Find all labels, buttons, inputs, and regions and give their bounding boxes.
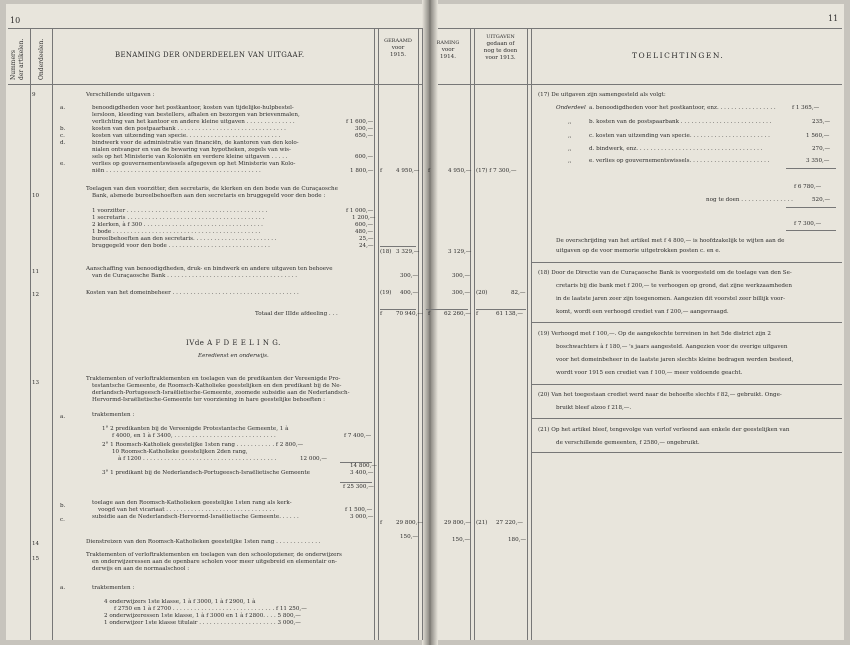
section-subtitle: Eeredienst en onderwijs. — [198, 353, 269, 359]
header-geraamd-line: GERAAMD — [384, 38, 412, 44]
uitgaven-value: 82,— — [511, 290, 526, 296]
col-line — [474, 28, 475, 640]
description-line: à f 1200 . . . . . . . . . . . . . . . . . . . . . . . . . . . . . . . . . . . . . . — [118, 456, 277, 462]
geraamd-note-ref: (19) — [380, 290, 392, 296]
note-line: d. bindwerk, enz. . . . . . . . . . . . . . . . . . . . . . . . . . . . . . . . . . . . — [589, 146, 763, 152]
header-rule-bottom-left — [8, 84, 422, 85]
total-label: Totaal der IIIde afdeeling . . . — [255, 311, 338, 317]
note-separator — [532, 384, 842, 385]
inner-amount: 3 400,— — [350, 470, 374, 476]
description-line: kosten van den postpaarbank . . . . . . . . . . . . . . . . . . . . . . . . . . . . . . . — [92, 126, 286, 132]
geraamd-note-ref: (18) — [380, 249, 392, 255]
raming-value: 62 260,— — [444, 311, 471, 317]
header-uitgaven-line: gedaan of — [486, 41, 515, 47]
note-label-onderdeel: Onderdeel — [556, 105, 586, 111]
col-line — [470, 28, 471, 640]
description-line: 4 onderwijzers 1ste klasse, 1 à f 3000, 1 à f 2900, 1 à — [104, 599, 256, 605]
sub-letter: b. — [60, 126, 66, 132]
description-line: niën . . . . . . . . . . . . . . . . . . . . . . . . . . . . . . . . . . . . . . . . . . . . — [92, 168, 261, 174]
rule — [380, 309, 416, 310]
geraamd-value: 3 329,— — [396, 249, 420, 255]
uitgaven-value: 27 220,— — [496, 520, 523, 526]
description-line: 10 Roomsch-Katholieke geestelijken 2den rang, — [112, 449, 248, 455]
raming-currency: f — [428, 311, 431, 317]
raming-value: 29 800,— — [444, 520, 471, 526]
description-line: benoodigdheden voor het postkantoor, kosten van tijdelijke-hulpbestel- — [92, 105, 294, 111]
header-raming-line: 1914. — [439, 54, 456, 60]
note-separator — [532, 262, 842, 263]
description-line: bureelbehoeften aan den secretaris. . . . . . . . . . . . . . . . . . . . . . . . — [92, 236, 277, 242]
geraamd-value: 4 950,— — [396, 168, 420, 174]
description-line: 2 klerken, à f 300 . . . . . . . . . . . . . . . . . . . . . . . . . . . . . . . . . . — [92, 222, 263, 228]
page-number-left: 10 — [10, 16, 21, 25]
inner-amount: 650,— — [355, 133, 374, 139]
note-line: wordt voor 1915 een crediet van f 100,— meer voldoende geacht. — [556, 370, 743, 376]
sub-letter: a. — [60, 585, 66, 591]
header-raming-line: voor — [441, 47, 455, 53]
inner-amount: f 1 500,— — [345, 507, 373, 513]
col-line — [52, 28, 53, 640]
inner-amount: 600,— — [355, 154, 374, 160]
geraamd-value: 150,— — [400, 534, 419, 540]
raming-value: 3 129,— — [448, 249, 472, 255]
uitgaven-value: 180,— — [508, 537, 527, 543]
article-number: 9 — [32, 92, 36, 98]
note-line: de verschillende gemeenten, f 2580,— ongebruikt. — [556, 440, 700, 446]
section-title: IVde A F D E E L I N G. — [186, 339, 281, 347]
note-line: (18) Door de Directie van de Curaçaosche Bank is voorgesteld om de toelage van den Se- — [538, 270, 792, 276]
description-line: Kosten van het domeinbeheer . . . . . . . . . . . . . . . . . . . . . . . . . . . . . . . . . . . . — [86, 290, 299, 296]
raming-currency: f — [428, 168, 431, 174]
header-geraamd — [378, 38, 418, 59]
note-line: in de laatste jaren zeer zijn toegenomen. Aangezien dit voorstel zeer billijk voor- — [556, 296, 785, 302]
inner-amount: 1 200,— — [352, 215, 376, 221]
inner-amount: f 7 400,— — [344, 433, 372, 439]
description-line: toelage aan den Roomsch-Katholieken geestelijke 1sten rang als kerk- — [92, 500, 292, 506]
inner-amount: 480,— — [355, 229, 374, 235]
col-line — [531, 28, 532, 640]
description-line: Traktementen of verloftraktementen en toelagen van den schoolopziener, de onderwijzers — [86, 552, 342, 558]
uitgaven-note-ref: (21) — [476, 520, 488, 526]
description-line: voogd van het vicariaat . . . . . . . . . . . . . . . . . . . . . . . . . . . . . . . — [98, 507, 275, 513]
description-line: 1 secretaris . . . . . . . . . . . . . . . . . . . . . . . . . . . . . . . . . . . . . . . — [92, 215, 265, 221]
note-separator — [532, 418, 842, 419]
uitgaven-value: (17) f 7 300,— — [476, 168, 517, 174]
rule — [340, 482, 372, 483]
inner-amount: 24,— — [359, 243, 374, 249]
raming-value: 300,— — [452, 273, 471, 279]
description-line: subsidie aan de Nederlandsch-Hervormd-Israëlietische Gemeente. . . . . . — [92, 514, 299, 520]
description-line: Bank, alsmede bureelbehoeften aan den secretaris en bruggegeld voor den bode : — [92, 193, 326, 199]
note-separator — [532, 452, 842, 453]
col-line — [374, 28, 375, 640]
sub-letter: a. — [60, 105, 66, 111]
rule — [476, 309, 526, 310]
header-rule-bottom-right — [438, 84, 842, 85]
note-amount: f 6 780,— — [794, 184, 822, 190]
description-line: 1° 2 predikanten bij de Vereenigde Protestantsche Gemeente, 1 à — [102, 426, 289, 432]
header-nummers: Nummers — [10, 50, 17, 80]
note-line: (19) Verhoogd met f 100,—. Op de aangekochte terreinen in het 5de district zijn 2 — [538, 331, 771, 337]
article-number: 15 — [32, 556, 40, 562]
inner-amount: 12 000,— — [300, 456, 327, 462]
note-line: uitgaven op de voor memorie uitgetrokken posten c. en e. — [556, 248, 721, 254]
header-benaming: BENAMING DER ONDERDEELEN VAN UITGAAF. — [115, 51, 305, 59]
raming-value: 150,— — [452, 537, 471, 543]
article-number: 12 — [32, 292, 40, 298]
note-line: bruikt bleef alzoo f 218,—. — [556, 405, 632, 411]
note-ditto: ,, — [568, 119, 572, 125]
note-separator — [532, 322, 842, 323]
geraamd-value: 300,— — [400, 273, 419, 279]
description-line: bruggegeld voor den bode . . . . . . . . . . . . . . . . . . . . . . . . . . . . . — [92, 243, 270, 249]
note-amount: 235,— — [812, 119, 831, 125]
description-line: derlandsch-Portugeesch-Israëlietische-Gemeente, zoomede subsidie aan de Nederlandsch- — [92, 390, 350, 396]
header-rule-top-right — [438, 28, 842, 29]
article-number: 11 — [32, 269, 40, 275]
description-line: en onderwijzeressen aan de openbare scholen voor meer uitgebreid en elementair on- — [92, 559, 337, 565]
col-line — [378, 28, 379, 640]
inner-amount: 14 800,— — [350, 463, 377, 469]
description-line: derwijs en aan de normaalschool : — [92, 566, 190, 572]
description-line: 1 bode . . . . . . . . . . . . . . . . . . . . . . . . . . . . . . . . . . . . . . . . . . — [92, 229, 261, 235]
rule — [426, 309, 468, 310]
description-line: Dienstreizen van den Roomsch-Katholieken geestelijke 1sten rang . . . . . . . . . . . . . — [86, 539, 321, 545]
description-line: 3° 1 predikant bij de Nederlandsch-Portugeesch-Israëlietische Gemeente — [102, 470, 310, 476]
header-raming — [426, 40, 470, 61]
description-line: traktementen : — [92, 585, 135, 591]
header-rule-top-left — [8, 28, 422, 29]
header-der-artikelen: der artikelen. — [18, 38, 25, 80]
description-line: f 4000, en 1 à f 3400, . . . . . . . . . . . . . . . . . . . . . . . . . . . . . — [112, 433, 276, 439]
article-number: 10 — [32, 193, 40, 199]
description-line: 2° 1 Roomsch-Katholiek geestelijke 1sten rang . . . . . . . . . . . f 2 800,— — [102, 442, 304, 448]
raming-value: 300,— — [452, 290, 471, 296]
col-line — [422, 28, 423, 640]
note-line: a. benoodigdheden voor het postkantoor, enz. . . . . . . . . . . . . . . . . — [589, 105, 776, 111]
header-toelichtingen: TOELICHTINGEN. — [632, 51, 725, 60]
description-line: 1 voorzitter . . . . . . . . . . . . . . . . . . . . . . . . . . . . . . . . . . . . . . . . — [92, 208, 268, 214]
uitgaven-currency: f — [476, 311, 479, 317]
rule — [786, 168, 836, 169]
page-number-right: 11 — [828, 14, 839, 23]
note-line: komt, wordt een verhoogd crediet van f 200,— aangevraagd. — [556, 309, 729, 315]
description-line: testantsche Gemeente, de Roomsch-Katholieke geestelijken en den predikant bij de Ne- — [92, 383, 342, 389]
header-uitgaven-line: nog te doen — [483, 48, 518, 54]
note-line: boschwachters à f 180,— 's jaars aangesteld. Aangezien voor de overige uitgaven — [556, 344, 788, 350]
description-line: verlichting van het kantoor en andere kleine uitgaven . . . . . . . . . . . . . . — [92, 119, 295, 125]
inner-amount: 25,— — [359, 236, 374, 242]
description-line: kosten van uitzending van specie. . . . . . . . . . . . . . . . . . . . . . . . . . . — [92, 133, 281, 139]
geraamd-currency: f — [380, 168, 383, 174]
col-line — [418, 28, 419, 640]
note-ditto: ,, — [568, 133, 572, 139]
description-line: Traktementen of verloftraktementen en toelagen van de predikanten der Vereenigde Pro- — [86, 376, 341, 382]
header-uitgaven-line: UITGAVEN — [486, 34, 515, 40]
note-line: nog te doen . . . . . . . . . . . . . . . — [706, 197, 793, 203]
inner-amount: f 1 000,— — [346, 208, 374, 214]
rule — [786, 230, 836, 231]
note-amount: 1 560,— — [806, 133, 830, 139]
sub-letter: c. — [60, 133, 65, 139]
geraamd-currency: f — [380, 520, 383, 526]
note-line: (20) Van het toegestaan crediet werd naar de behoefte slechts f 82,— gebruikt. Onge- — [538, 392, 782, 398]
note-amount: 520,— — [812, 197, 831, 203]
uitgaven-value: 61 138,— — [496, 311, 523, 317]
header-uitgaven-line: voor 1913. — [485, 55, 516, 61]
rule — [340, 462, 372, 463]
description-line: Aanschaffing van benoodigdheden, druk- en bindwerk en andere uitgaven ten behoeve — [86, 266, 333, 272]
description-line: Toelagen van den voorzitter, den secretaris, de klerken en den bode van de Curaçaosche — [86, 186, 338, 192]
note-line: De overschrijding van het artikel met f 4 800,— is hoofdzakelijk te wijten aan de — [556, 238, 785, 244]
uitgaven-note-ref: (20) — [476, 290, 488, 296]
sub-letter: a. — [60, 414, 66, 420]
description-line: lersloon, kleeding van bestellers, afhalen en bezorgen van brievenmalen, — [92, 112, 300, 118]
book-gutter — [422, 0, 438, 645]
description-line: 1 onderwijzer 1ste klasse titulair . . . . . . . . . . . . . . . . . . . . . . 3 000,— — [104, 620, 301, 626]
note-ditto: ,, — [568, 146, 572, 152]
note-line: (17) De uitgaven zijn samengesteld als volgt: — [538, 92, 666, 98]
col-line — [527, 28, 528, 640]
note-amount: f 7 300,— — [794, 221, 822, 227]
article-number: 13 — [32, 380, 40, 386]
inner-amount: 1 800,— — [350, 168, 374, 174]
description-line: f 2750 en 1 à f 2700 . . . . . . . . . . . . . . . . . . . . . . . . . . . . . f 11 250,— — [114, 606, 307, 612]
inner-amount: f 25 300,— — [343, 484, 374, 490]
inner-amount: f 1 600,— — [346, 119, 374, 125]
header-geraamd-line: voor — [391, 45, 405, 51]
note-line: voor het domeinbeheer in de laatste jaren slechts kleine bedragen werden besteed, — [556, 357, 794, 363]
inner-amount: 600,— — [355, 222, 374, 228]
raming-value: 4 950,— — [448, 168, 472, 174]
note-amount: 270,— — [812, 146, 831, 152]
description-line: traktementen : — [92, 412, 135, 418]
header-raming-line: RAMING — [436, 40, 460, 46]
geraamd-value: 70 940,— — [396, 311, 423, 317]
note-line: b. kosten van de postspaarbank . . . . . . . . . . . . . . . . . . . . . . . . . . — [589, 119, 772, 125]
inner-amount: 300,— — [355, 126, 374, 132]
sub-letter: c. — [60, 517, 65, 523]
header-geraamd-line: 1915. — [389, 52, 406, 58]
description-line: nialen ontvanger en van de bewaring van hypotheken, zegels van wis- — [92, 147, 291, 153]
description-line: van de Curaçaosche Bank . . . . . . . . . . . . . . . . . . . . . . . . . . . . . . . . . . . . . — [92, 273, 297, 279]
header-onderdeelen: Onderdeelen. — [38, 38, 45, 80]
note-line: (21) Op het artikel bleef, tengevolge van verlof verleend aan enkele der geestelijken van — [538, 427, 790, 433]
description-line: 2 onderwijzeressen 1ste klasse, 1 à f 3000 en 1 à f 2800. . . . 5 800,— — [104, 613, 301, 619]
note-line: e. verlies op gouvernementswissels. . . . . . . . . . . . . . . . . . . . . . . — [589, 158, 770, 164]
sub-letter: d. — [60, 140, 66, 146]
inner-amount: 3 000,— — [350, 514, 374, 520]
sub-letter: e. — [60, 161, 66, 167]
note-ditto: ,, — [568, 158, 572, 164]
note-amount: 3 350,— — [806, 158, 830, 164]
description-line: verlies op gouvernementswissels afgegeven op het Ministerie van Kolo- — [92, 161, 296, 167]
description-line: sels op het Ministerie van Koloniën en verdere kleine uitgaven . . . . . — [92, 154, 288, 160]
description-line: Verschillende uitgaven : — [86, 92, 155, 98]
note-line: c. kosten van uitzending van specie. . . . . . . . . . . . . . . . . . . . . . . — [589, 133, 770, 139]
article-number: 14 — [32, 541, 40, 547]
rule — [380, 246, 416, 247]
description-line: bindwerk voor de administratie van financiën, de kantoren van den kolo- — [92, 140, 299, 146]
geraamd-value: 29 800,— — [396, 520, 423, 526]
rule — [786, 207, 836, 208]
col-line — [30, 28, 31, 640]
sub-letter: b. — [60, 503, 66, 509]
header-uitgaven — [474, 34, 527, 62]
note-amount: f 1 365,— — [792, 105, 820, 111]
description-line: Hervormd-Israëlietische-Gemeente ter voorziening in hare geestelijke behoeften : — [92, 397, 325, 403]
geraamd-currency: f — [380, 311, 383, 317]
geraamd-value: 400,— — [400, 290, 419, 296]
note-line: cretaris bij die bank met f 200,— te verhoogen op grond, dat zijne werkzaamheden — [556, 283, 792, 289]
